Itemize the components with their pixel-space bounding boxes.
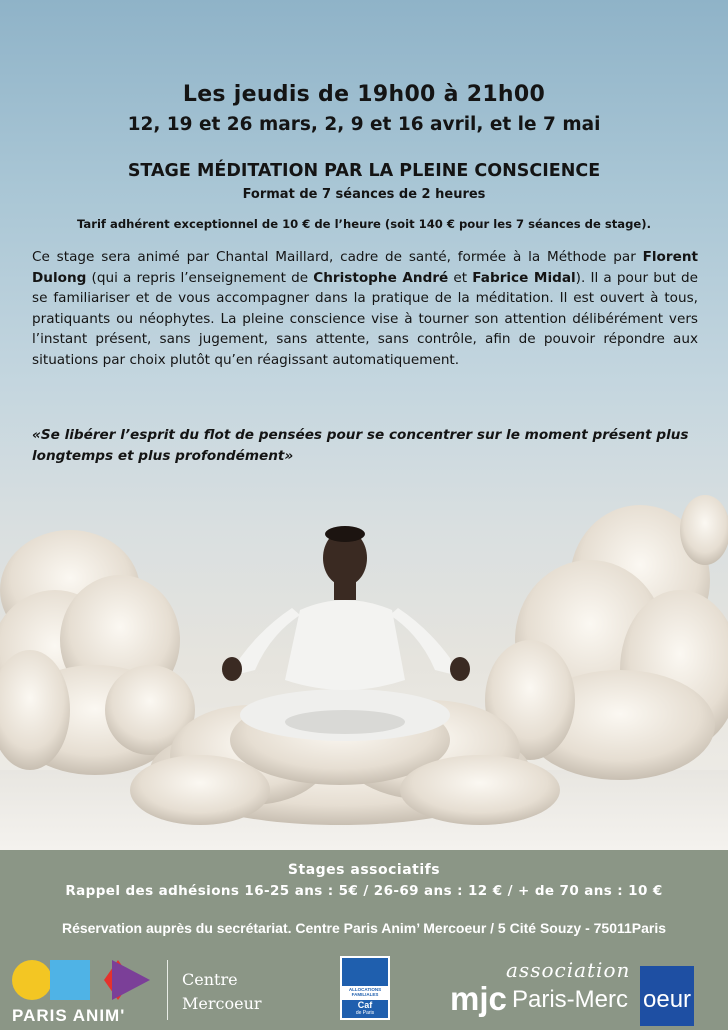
mjc-logo-text: mjc <box>450 980 507 1017</box>
description-part: Ce stage sera animé par Chantal Maillard, cadre de santé, formée à la Méthode par <box>32 249 643 265</box>
description-paragraph <box>32 247 698 370</box>
logos-row <box>0 950 728 1030</box>
logo-divider <box>167 960 168 1020</box>
meditation-illustration <box>0 470 728 850</box>
caf-word: Caf <box>357 1000 373 1010</box>
mjc-oeur: oeur <box>643 986 692 1013</box>
left-cloud <box>0 530 195 775</box>
right-cloud <box>485 495 728 780</box>
centre-mercoeur-logo <box>182 968 262 1016</box>
session-dates: 12, 19 et 26 mars, 2, 9 et 16 avril, et le 7 mai <box>127 114 601 135</box>
footer <box>0 850 728 1030</box>
stage-format: Format de 7 séances de 2 heures <box>242 187 486 202</box>
teacher-name: Florent Dulong <box>32 249 698 286</box>
caf-logo <box>340 956 390 1020</box>
caf-allocations: ALLOCATIONS FAMILIALES <box>348 987 382 997</box>
footer-title: Stages associatifs <box>287 862 441 878</box>
paris-anim-logo-icon <box>12 958 152 1002</box>
schedule-title: Les jeudis de 19h00 à 21h00 <box>182 82 546 107</box>
mercoeur-label: Mercoeur <box>182 994 262 1013</box>
quote: «Se libérer l’esprit du flot de pensées pour se concentrer sur le moment présent plus longtemps et plus profondément» <box>32 427 689 464</box>
centre-label: Centre <box>182 970 238 989</box>
header <box>0 82 728 135</box>
description-part: ). Il a pour but de se familiariser et de vous accompagner dans la pratique de la méditation. Il est ouvert à tous, pratiquants ou néophytes. La pleine conscience vise à tourner son attention délibérément vers l’instant présent, sans jugement, sans attente, sans contrôle, afin de pouvoir répondre aux situations par choix plutôt qu’en réagissant automatiquement. <box>32 269 698 368</box>
description-part: et <box>448 269 473 286</box>
description-part: (qui a repris l’enseignement de <box>86 269 314 286</box>
mjc-association-label: association <box>506 958 631 982</box>
stage-title: STAGE MÉDITATION PAR LA PLEINE CONSCIENCE <box>127 161 601 181</box>
meditating-person <box>222 526 470 741</box>
paris-anim-logo-text: PARIS ANIM' <box>12 1006 126 1025</box>
caf-emblem-icon <box>342 958 388 986</box>
membership-rates: Rappel des adhésions 16-25 ans : 5€ / 26-69 ans : 12 € / + de 70 ans : 10 € <box>65 883 663 899</box>
tarif-text: Tarif adhérent exceptionnel de 10 € de l’heure (soit 140 € pour les 7 séances de stage). <box>77 217 651 231</box>
teacher-name: Fabrice Midal <box>472 269 576 286</box>
mjc-paris-merc: Paris-Merc <box>512 986 629 1013</box>
caf-sub: de Paris <box>355 1010 375 1016</box>
teacher-name: Christophe André <box>313 269 449 286</box>
reservation-info: Réservation auprès du secrétariat. Centre Paris Anim’ Mercoeur / 5 Cité Souzy - 75011Paris <box>61 920 667 936</box>
